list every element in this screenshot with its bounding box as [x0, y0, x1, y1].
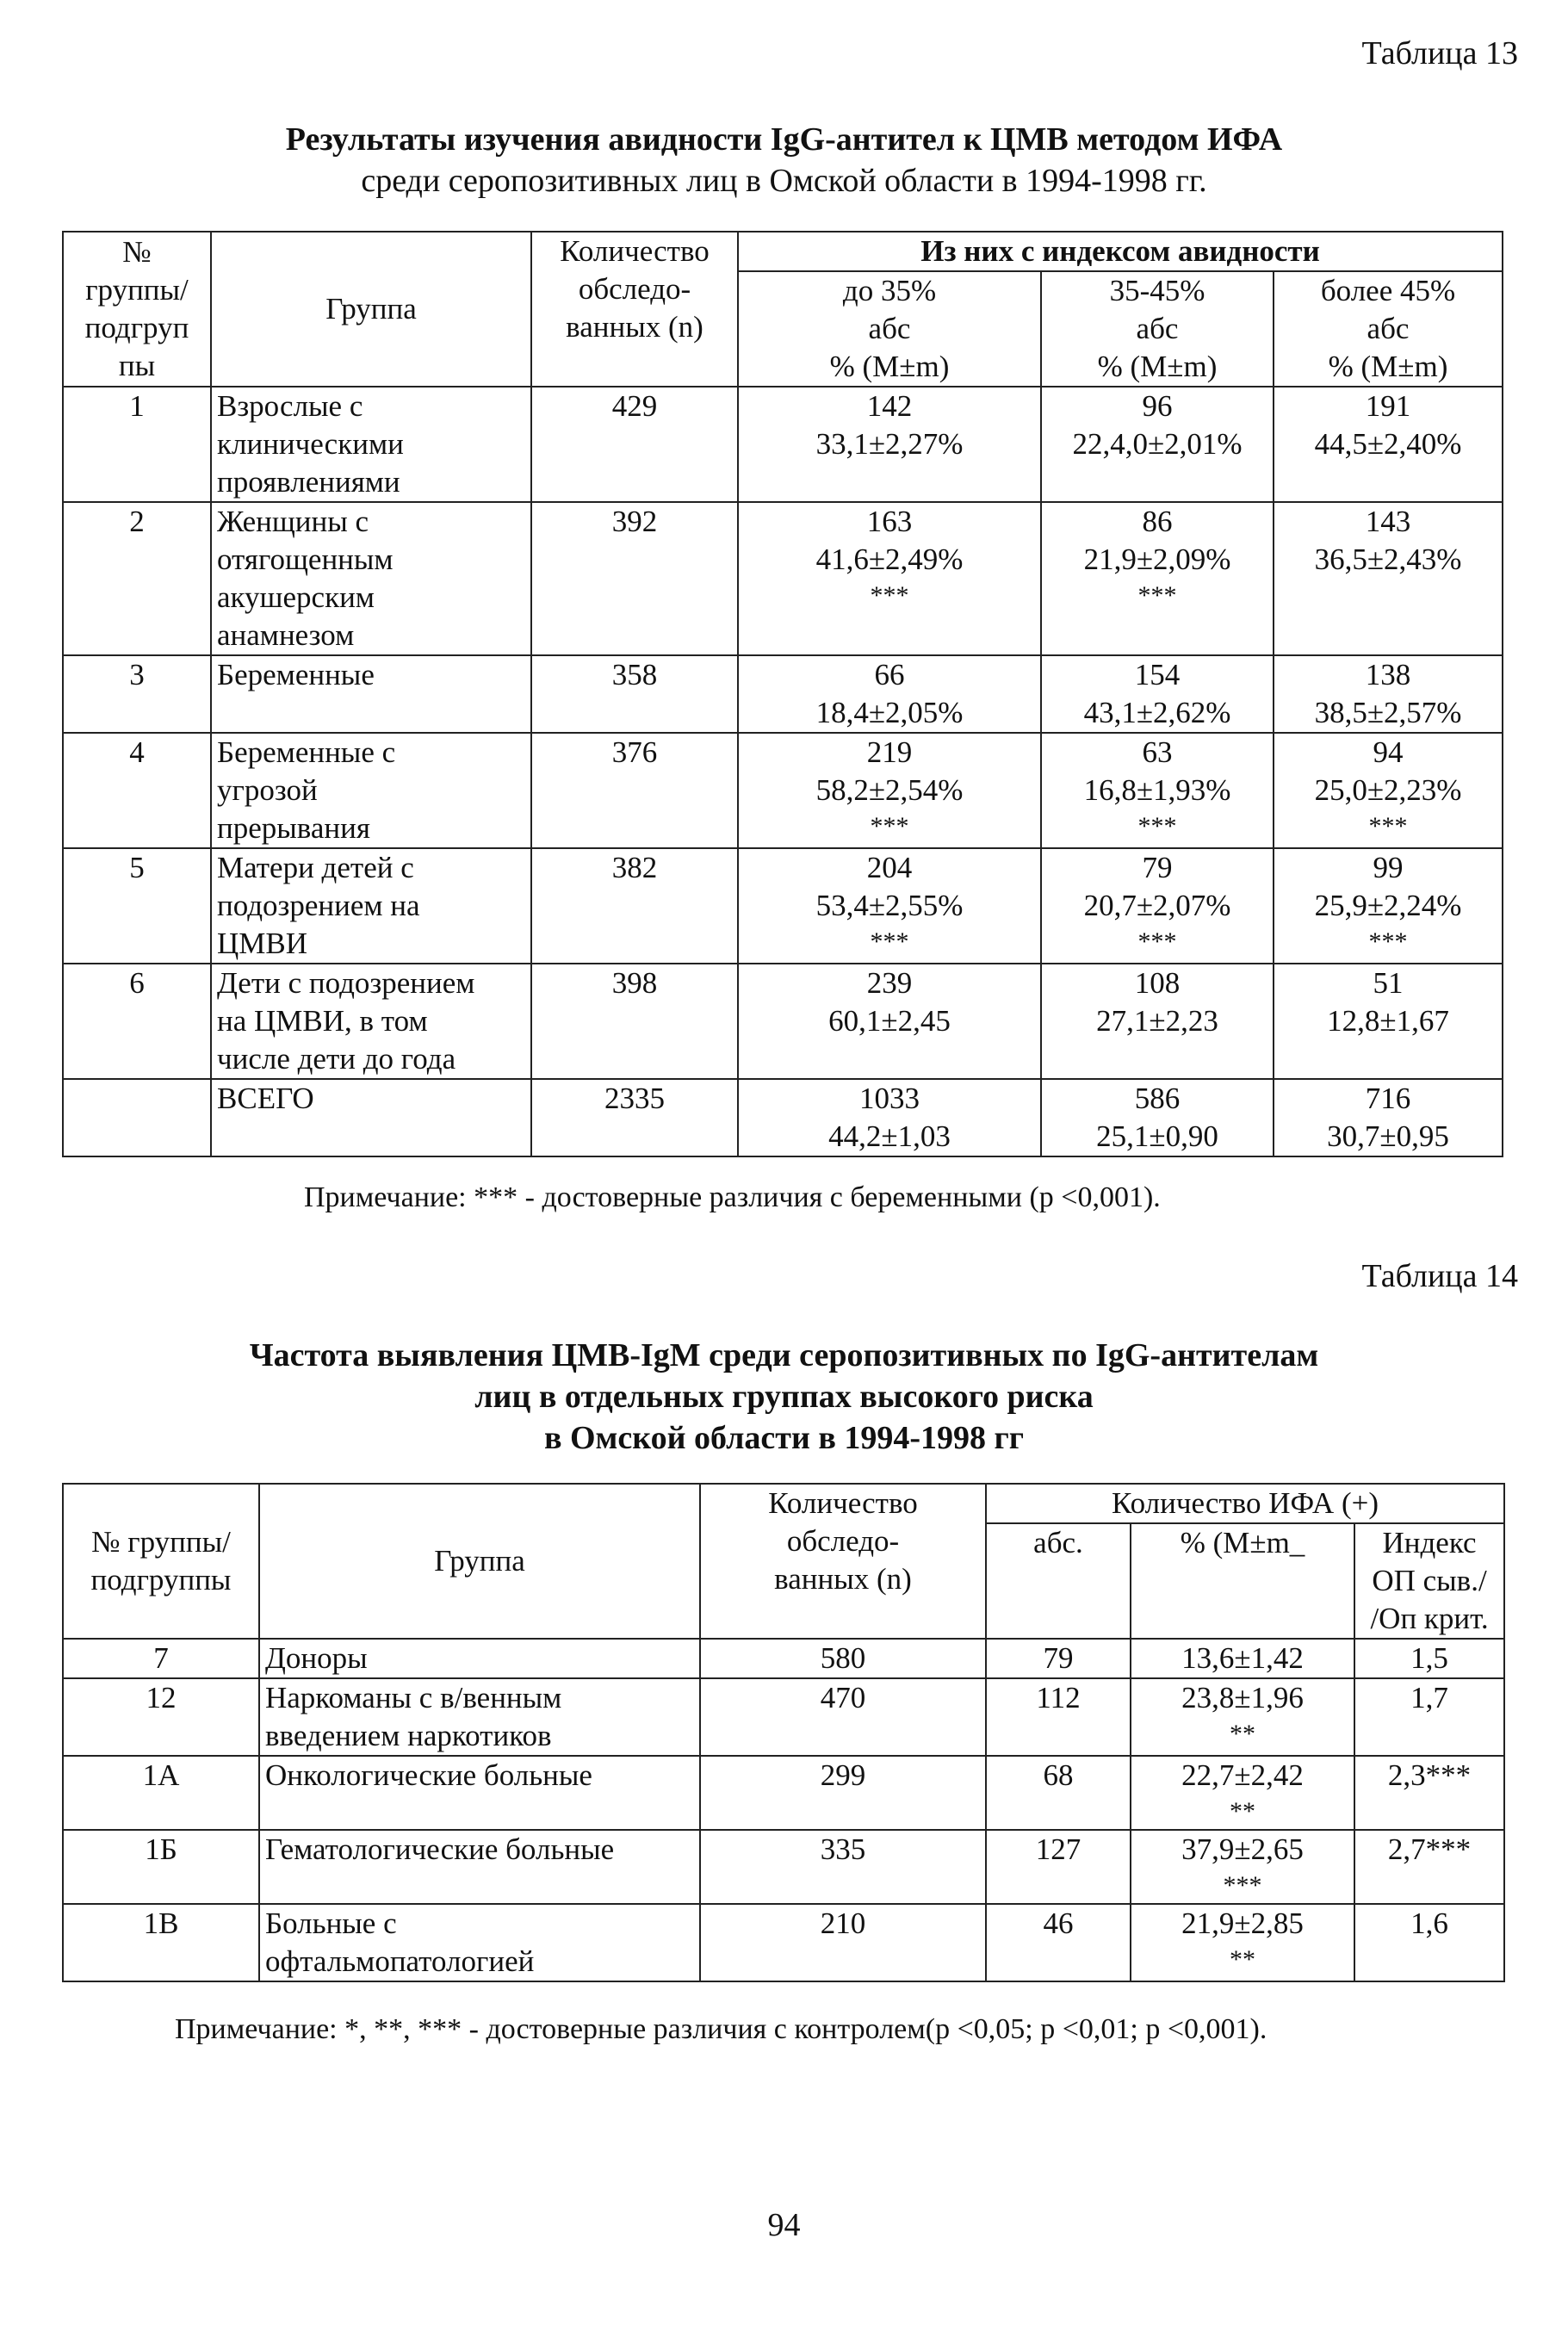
t13-cell-c3 — [1274, 848, 1503, 964]
t14-cell-index: 2,7*** — [1354, 1830, 1504, 1904]
t13-group-line: проявлениями — [217, 465, 400, 499]
t14-group-line: введением наркотиков — [265, 1719, 552, 1752]
t13-group-line: Взрослые с — [217, 389, 363, 423]
t14-cell-group — [259, 1830, 700, 1904]
t13-stars: *** — [1368, 812, 1408, 840]
t13-cell-c2 — [1041, 502, 1274, 655]
t14-cell-count: 580 — [700, 1639, 986, 1678]
t14-cell-pct — [1131, 1639, 1354, 1678]
table-row — [63, 1756, 1504, 1830]
t13-value: 154 — [1134, 658, 1181, 691]
t13-stars: *** — [870, 927, 909, 956]
t13-value: 586 — [1134, 1082, 1181, 1115]
table-row — [63, 1904, 1504, 1981]
t13-value: 21,9±2,09% — [1083, 542, 1231, 576]
t13-header-sub-3: более 45% абс % (М±m) — [1274, 271, 1503, 387]
t13-value: 25,9±2,24% — [1314, 889, 1462, 922]
t13-group-line: акушерским — [217, 580, 375, 614]
t13-value: 191 — [1365, 389, 1411, 423]
t13-group-line: угрозой — [217, 773, 318, 807]
table-row — [63, 733, 1503, 848]
t13-cell-c3 — [1274, 733, 1503, 848]
t13-cell-count: 358 — [531, 655, 738, 733]
t13-value: 239 — [866, 966, 913, 1000]
table13-note: Примечание: *** - достоверные различия с беременными (р <0,001). — [304, 1181, 1161, 1213]
t13-value: 33,1±2,27% — [815, 427, 964, 461]
t13-cell-count: 2335 — [531, 1079, 738, 1156]
t14-pct-value: 37,9±2,65 — [1181, 1832, 1304, 1866]
t14-pct-value: 22,7±2,42 — [1181, 1758, 1304, 1792]
t14-cell-group — [259, 1678, 700, 1756]
t14-cell-pct — [1131, 1678, 1354, 1756]
t13-value: 43,1±2,62% — [1083, 696, 1231, 729]
t13-value: 96 — [1142, 389, 1173, 423]
table-row — [63, 848, 1503, 964]
t13-value: 142 — [866, 389, 913, 423]
table-row — [63, 1079, 1503, 1156]
t13-stars: *** — [870, 581, 909, 610]
t14-cell-abs: 112 — [986, 1678, 1131, 1756]
t13-header-sub-2: 35-45% абс % (М±m) — [1041, 271, 1274, 387]
table13 — [62, 231, 1503, 1157]
t13-cell-num: 6 — [63, 964, 211, 1079]
t13-cell-group — [211, 387, 531, 502]
t14-pct-value: 21,9±2,85 — [1181, 1906, 1304, 1940]
t14-cell-count: 299 — [700, 1756, 986, 1830]
t13-cell-c1 — [738, 655, 1041, 733]
t13-value: 716 — [1365, 1082, 1411, 1115]
t14-cell-pct — [1131, 1830, 1354, 1904]
t13-value: 63 — [1142, 735, 1173, 769]
t14-cell-index: 1,7 — [1354, 1678, 1504, 1756]
t13-value: 86 — [1142, 505, 1173, 538]
t14-group-line: Гематологические больные — [265, 1832, 615, 1866]
t13-cell-num: 5 — [63, 848, 211, 964]
t14-header-abs: абс. — [986, 1523, 1131, 1639]
table-row — [63, 1830, 1504, 1904]
t13-group-line: отягощенным — [217, 542, 394, 576]
t13-header-avidity: Из них с индексом авидности — [738, 232, 1503, 271]
table-row — [63, 964, 1503, 1079]
t13-value: 27,1±2,23 — [1096, 1004, 1218, 1038]
t13-stars: *** — [1137, 927, 1177, 956]
t13-value: 204 — [866, 851, 913, 884]
table14-title-line2: лиц в отдельных группах высокого риска — [474, 1379, 1094, 1415]
table-row — [63, 502, 1503, 655]
t13-value: 60,1±2,45 — [828, 1004, 951, 1038]
t14-header-num: № группы/ подгруппы — [63, 1484, 259, 1639]
t13-value: 58,2±2,54% — [815, 773, 964, 807]
t14-group-line: Больные с — [265, 1906, 397, 1940]
t14-stars: ** — [1230, 1797, 1255, 1826]
table13-title-line2: среди серопозитивных лиц в Омской области в 1994-1998 гг. — [361, 163, 1207, 199]
table13-label: Таблица 13 — [1361, 35, 1518, 71]
t13-value: 99 — [1373, 851, 1404, 884]
t14-cell-abs: 127 — [986, 1830, 1131, 1904]
t13-cell-num: 3 — [63, 655, 211, 733]
t13-stars: *** — [1137, 812, 1177, 840]
t14-stars: ** — [1230, 1945, 1255, 1974]
page-number: 94 — [767, 2207, 801, 2243]
t14-pct-value: 13,6±1,42 — [1181, 1641, 1304, 1675]
table14-title — [0, 1335, 1568, 1459]
t13-value: 18,4±2,05% — [815, 696, 964, 729]
t13-value: 1033 — [859, 1082, 920, 1115]
t14-header-index: Индекс ОП сыв./ /Оп крит. — [1354, 1523, 1504, 1639]
t13-group-line: на ЦМВИ, в том — [217, 1004, 428, 1038]
t13-value: 79 — [1142, 851, 1173, 884]
t13-cell-c3 — [1274, 502, 1503, 655]
table-row — [63, 1678, 1504, 1756]
table-row — [63, 1639, 1504, 1678]
t13-group-line: клиническими — [217, 427, 404, 461]
t13-cell-num: 1 — [63, 387, 211, 502]
t13-cell-count: 392 — [531, 502, 738, 655]
t13-header-num: № группы/ подгруп пы — [63, 232, 211, 387]
t14-cell-abs: 79 — [986, 1639, 1131, 1678]
table13-title — [0, 119, 1568, 202]
t14-cell-group — [259, 1756, 700, 1830]
t13-cell-group — [211, 964, 531, 1079]
t14-cell-num: 1В — [63, 1904, 259, 1981]
t13-cell-c1 — [738, 848, 1041, 964]
t13-cell-c2 — [1041, 964, 1274, 1079]
t14-stars: ** — [1230, 1720, 1255, 1748]
t13-value: 219 — [866, 735, 913, 769]
t13-value: 66 — [874, 658, 905, 691]
table-row — [63, 655, 1503, 733]
t13-cell-c1 — [738, 387, 1041, 502]
t14-cell-num: 1А — [63, 1756, 259, 1830]
t13-value: 41,6±2,49% — [815, 542, 964, 576]
t13-cell-c2 — [1041, 733, 1274, 848]
t14-header-ifa: Количество ИФА (+) — [986, 1484, 1504, 1523]
t13-group-line: ЦМВИ — [217, 927, 308, 960]
t13-value: 51 — [1373, 966, 1404, 1000]
t13-group-line: Матери детей с — [217, 851, 414, 884]
t13-cell-group — [211, 655, 531, 733]
t13-value: 44,5±2,40% — [1314, 427, 1462, 461]
table14-label: Таблица 14 — [1361, 1258, 1518, 1294]
t13-cell-c2 — [1041, 1079, 1274, 1156]
t13-value: 30,7±0,95 — [1327, 1119, 1449, 1153]
t13-value: 138 — [1365, 658, 1411, 691]
t13-header-group: Группа — [211, 232, 531, 387]
t13-value: 143 — [1365, 505, 1411, 538]
t14-cell-abs: 68 — [986, 1756, 1131, 1830]
t13-cell-c2 — [1041, 387, 1274, 502]
t13-cell-count: 382 — [531, 848, 738, 964]
t13-cell-c1 — [738, 733, 1041, 848]
t13-cell-c3 — [1274, 964, 1503, 1079]
t14-cell-count: 470 — [700, 1678, 986, 1756]
t13-value: 25,1±0,90 — [1096, 1119, 1218, 1153]
t13-value: 53,4±2,55% — [815, 889, 964, 922]
t14-header-count: Количество обследо- ванных (n) — [700, 1484, 986, 1639]
t14-cell-group — [259, 1639, 700, 1678]
t13-group-line: анамнезом — [217, 618, 355, 652]
t13-value: 12,8±1,67 — [1327, 1004, 1449, 1038]
table14-title-line1: Частота выявления ЦМВ-IgM среди серопозитивных по IgG-антителам — [249, 1337, 1319, 1373]
table14 — [62, 1483, 1505, 1982]
t13-value: 108 — [1134, 966, 1181, 1000]
t13-cell-c3 — [1274, 387, 1503, 502]
t14-group-line: офтальмопатологией — [265, 1944, 535, 1978]
t14-cell-index: 2,3*** — [1354, 1756, 1504, 1830]
t13-stars: *** — [870, 812, 909, 840]
t13-stars: *** — [1368, 927, 1408, 956]
t13-cell-group — [211, 1079, 531, 1156]
t14-cell-num: 7 — [63, 1639, 259, 1678]
t14-cell-count: 335 — [700, 1830, 986, 1904]
t13-cell-c1 — [738, 502, 1041, 655]
table-row — [63, 387, 1503, 502]
t13-group-line: Женщины с — [217, 505, 369, 538]
t14-group-line: Онкологические больные — [265, 1758, 592, 1792]
t13-cell-c1 — [738, 964, 1041, 1079]
t13-cell-group — [211, 733, 531, 848]
t13-stars: *** — [1137, 581, 1177, 610]
t14-cell-pct — [1131, 1756, 1354, 1830]
t14-group-line: Наркоманы с в/венным — [265, 1681, 562, 1714]
table13-title-line1: Результаты изучения авидности IgG-антител к ЦМВ методом ИФА — [285, 121, 1283, 158]
t13-cell-group — [211, 848, 531, 964]
t14-cell-group — [259, 1904, 700, 1981]
t13-value: 38,5±2,57% — [1314, 696, 1462, 729]
t13-cell-c2 — [1041, 655, 1274, 733]
t13-cell-count: 429 — [531, 387, 738, 502]
t14-cell-num: 12 — [63, 1678, 259, 1756]
t13-cell-c1 — [738, 1079, 1041, 1156]
t13-cell-count: 398 — [531, 964, 738, 1079]
t13-value: 25,0±2,23% — [1314, 773, 1462, 807]
t14-pct-value: 23,8±1,96 — [1181, 1681, 1304, 1714]
t13-group-line: подозрением на — [217, 889, 420, 922]
t13-value: 44,2±1,03 — [828, 1119, 951, 1153]
t13-cell-num — [63, 1079, 211, 1156]
t13-group-line: прерывания — [217, 811, 370, 845]
t13-group-line: Беременные — [217, 658, 375, 691]
t14-stars: *** — [1223, 1871, 1262, 1900]
t13-header-sub-1: до 35% абс % (М±m) — [738, 271, 1041, 387]
t13-value: 20,7±2,07% — [1083, 889, 1231, 922]
table14-title-line3: в Омской области в 1994-1998 гг — [543, 1420, 1025, 1456]
t13-group-line: ВСЕГО — [217, 1082, 314, 1115]
t13-cell-num: 4 — [63, 733, 211, 848]
t13-value: 16,8±1,93% — [1083, 773, 1231, 807]
t14-cell-index: 1,6 — [1354, 1904, 1504, 1981]
t13-group-line: числе дети до года — [217, 1042, 456, 1076]
t14-header-group: Группа — [259, 1484, 700, 1639]
t13-value: 163 — [866, 505, 913, 538]
t13-header-count: Количество обследо- ванных (n) — [531, 232, 738, 387]
t13-cell-c3 — [1274, 655, 1503, 733]
t13-cell-group — [211, 502, 531, 655]
t14-header-pct: % (М±m_ — [1131, 1523, 1354, 1639]
t13-cell-num: 2 — [63, 502, 211, 655]
t14-cell-pct — [1131, 1904, 1354, 1981]
t13-cell-c3 — [1274, 1079, 1503, 1156]
t13-group-line: Беременные с — [217, 735, 396, 769]
t13-cell-count: 376 — [531, 733, 738, 848]
t13-value: 94 — [1373, 735, 1404, 769]
t14-cell-num: 1Б — [63, 1830, 259, 1904]
t13-cell-c2 — [1041, 848, 1274, 964]
t14-cell-index: 1,5 — [1354, 1639, 1504, 1678]
t14-cell-count: 210 — [700, 1904, 986, 1981]
t13-group-line: Дети с подозрением — [217, 966, 475, 1000]
table14-note: Примечание: *, **, *** - достоверные различия с контролем(р <0,05; р <0,01; р <0,001). — [175, 2013, 1267, 2045]
t13-value: 36,5±2,43% — [1314, 542, 1462, 576]
t13-value: 22,4,0±2,01% — [1072, 427, 1243, 461]
t14-cell-abs: 46 — [986, 1904, 1131, 1981]
t14-group-line: Доноры — [265, 1641, 368, 1675]
